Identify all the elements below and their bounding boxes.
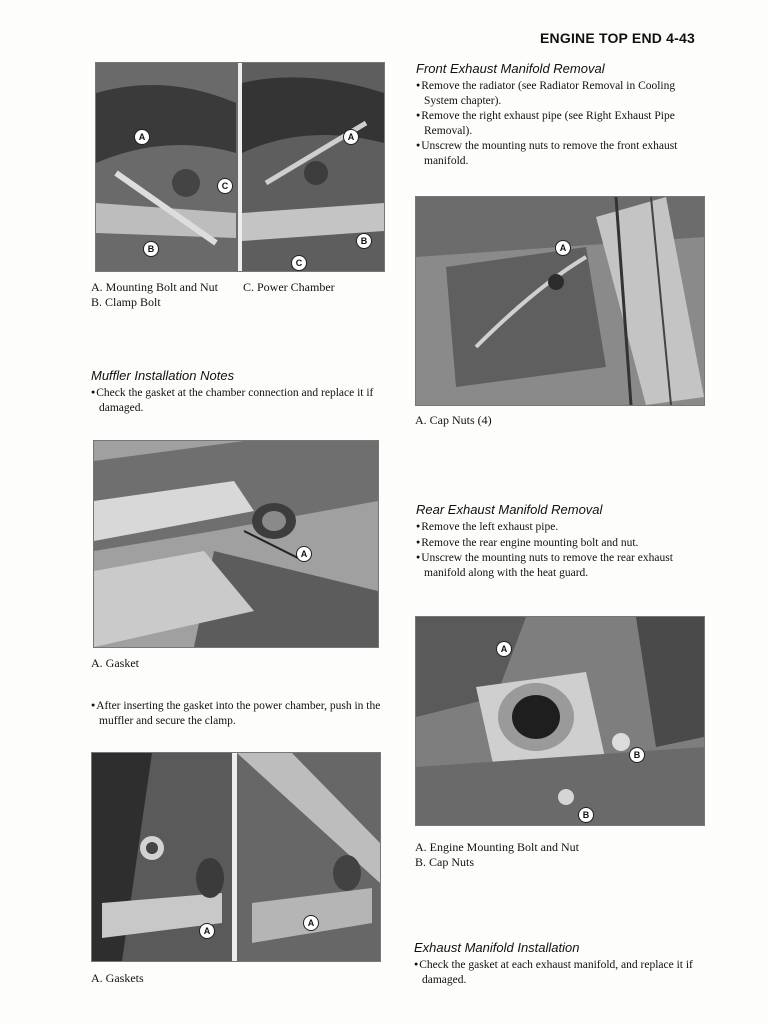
list-item: ● Check the gasket at each exhaust manifold, and replace it if damaged.: [414, 957, 704, 987]
figure-gaskets-photo: [91, 752, 381, 962]
figure-caption: C. Power Chamber: [243, 280, 335, 294]
list-item: ● Remove the radiator (see Radiator Removal in Cooling System chapter).: [416, 78, 706, 108]
figure-caption: A. Gasket: [91, 656, 139, 670]
callout-label: B: [629, 747, 645, 763]
figure-caption: A. Cap Nuts (4): [415, 413, 492, 427]
callout-label: C: [217, 178, 233, 194]
figure-caption: A. Engine Mounting Bolt and Nut B. Cap Nuts: [415, 840, 579, 869]
figure-caption: A. Mounting Bolt and Nut B. Clamp Bolt: [91, 280, 219, 309]
callout-label: C: [291, 255, 307, 271]
callout-label: A: [496, 641, 512, 657]
muffler-step-list: [91, 698, 383, 728]
figure-engine-mount-photo: [415, 616, 705, 826]
callout-label: B: [356, 233, 372, 249]
list-item: ● Remove the rear engine mounting bolt and nut.: [416, 535, 706, 551]
figure-caption: A. Gaskets: [91, 971, 144, 985]
list-item: ● Unscrew the mounting nuts to remove the rear exhaust manifold along with the heat guard.: [416, 550, 706, 580]
front-removal-list: [416, 78, 706, 168]
page-header: ENGINE TOP END 4-43: [540, 30, 695, 46]
callout-label: A: [555, 240, 571, 256]
section-title: Exhaust Manifold Installation: [414, 940, 580, 955]
list-item: ● After inserting the gasket into the power chamber, push in the muffler and secure the clamp.: [91, 698, 383, 728]
list-item: ● Remove the left exhaust pipe.: [416, 519, 706, 535]
callout-label: A: [303, 915, 319, 931]
section-title: Front Exhaust Manifold Removal: [416, 61, 605, 76]
installation-list: [414, 957, 704, 987]
callout-label: B: [578, 807, 594, 823]
muffler-notes-list: [91, 385, 383, 415]
rear-removal-list: [416, 519, 706, 580]
callout-label: A: [199, 923, 215, 939]
figure-mounting-bolts-photo: [95, 62, 385, 272]
list-item: ● Remove the right exhaust pipe (see Right Exhaust Pipe Removal).: [416, 108, 706, 138]
figure-cap-nuts-photo: [415, 196, 705, 406]
list-item: ● Check the gasket at the chamber connection and replace it if damaged.: [91, 385, 383, 415]
list-item: ● Unscrew the mounting nuts to remove the front exhaust manifold.: [416, 138, 706, 168]
callout-label: A: [296, 546, 312, 562]
figure-gasket-photo: [93, 440, 379, 648]
callout-label: A: [134, 129, 150, 145]
section-title: Muffler Installation Notes: [91, 368, 235, 383]
section-title: Rear Exhaust Manifold Removal: [416, 502, 603, 517]
callout-label: A: [343, 129, 359, 145]
callout-label: B: [143, 241, 159, 257]
